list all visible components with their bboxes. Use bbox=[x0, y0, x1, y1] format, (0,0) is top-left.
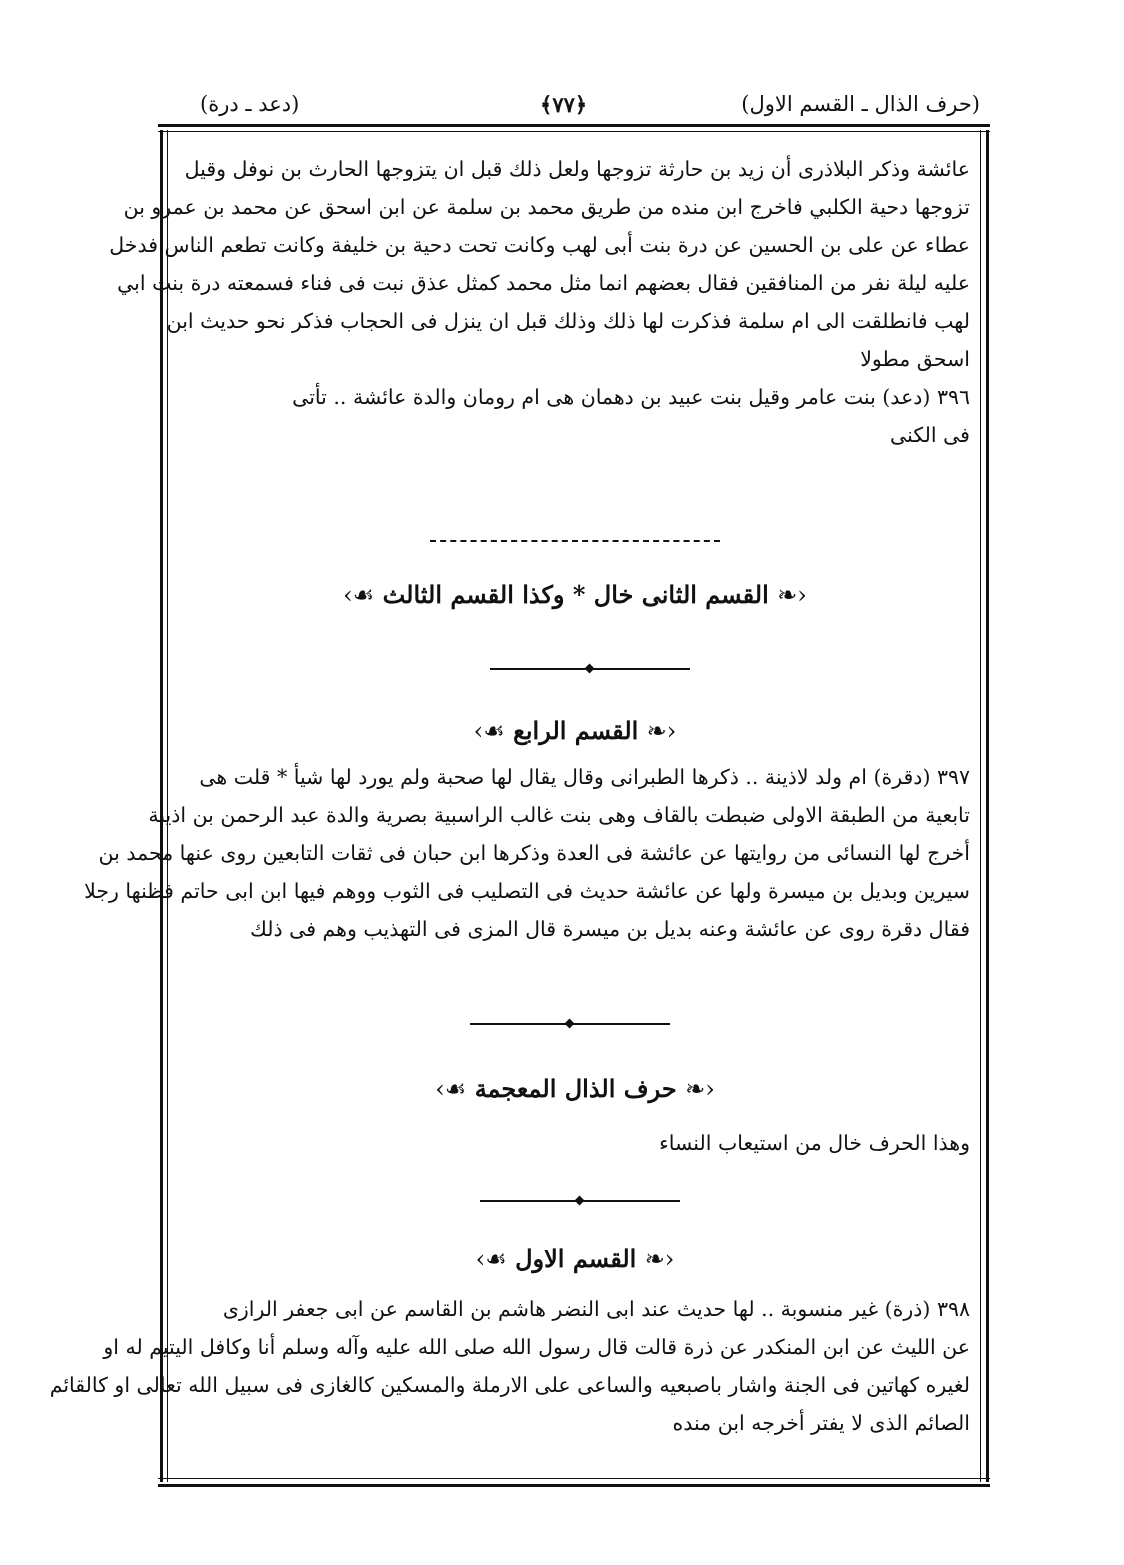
frame-bottom-rule-thick bbox=[158, 1484, 990, 1487]
frame-bottom-rule-thin bbox=[158, 1478, 990, 1479]
section-separator bbox=[480, 1196, 680, 1206]
letter-heading-dhal bbox=[180, 1074, 970, 1103]
text-line: ٣٩٦ (دعد) بنت عامر وقيل بنت عبيد بن دهمان هى ام رومان والدة عائشة .. تأتى bbox=[292, 385, 970, 409]
text-line: لهب فانطلقت الى ام سلمة فذكرت لها ذلك وذلك قبل ان ينزل فى الحجاب فذكر نحو حديث ابن bbox=[166, 309, 970, 333]
page-number: ﴿٧٧﴾ bbox=[540, 92, 588, 117]
ornament-left-icon: ‹❧ bbox=[777, 581, 807, 609]
text-line: سيرين وبديل بن ميسرة ولها عن عائشة حديث فى التصليب فى الثوب ووهم فيها ابن ابى حاتم فظنها رجلا bbox=[84, 879, 970, 903]
section-separator bbox=[490, 664, 690, 674]
section-heading-text: حرف الذال المعجمة bbox=[474, 1074, 677, 1103]
section-heading-2-3 bbox=[180, 580, 970, 609]
text-block-4 bbox=[49, 1290, 970, 1442]
ornament-right-icon: ☙› bbox=[435, 1075, 467, 1103]
text-line: ٣٩٨ (ذرة) غير منسوبة .. لها حديث عند ابى النضر هاشم بن القاسم عن ابى جعفر الرازى bbox=[222, 1297, 970, 1321]
text-line: الصائم الذى لا يفتر أخرجه ابن منده bbox=[672, 1411, 970, 1435]
ornament-left-icon: ‹❧ bbox=[644, 1245, 675, 1273]
section-heading-1 bbox=[180, 1244, 970, 1273]
frame-top-rule-thick bbox=[158, 124, 990, 127]
text-line: تزوجها دحية الكلبي فاخرج ابن منده من طريق محمد بن سلمة عن ابن اسحق عن محمد بن عمرو بن bbox=[123, 195, 970, 219]
text-line: اسحق مطولا bbox=[860, 347, 970, 371]
ornament-left-icon: ‹❧ bbox=[685, 1075, 715, 1103]
section-heading-text: القسم الرابع bbox=[513, 716, 639, 745]
section-separator bbox=[430, 536, 720, 546]
running-header bbox=[160, 92, 980, 126]
text-line: فى الكنى bbox=[890, 423, 970, 447]
ornament-right-icon: ☙› bbox=[343, 581, 375, 609]
text-line: فقال دقرة روى عن عائشة وعنه بديل بن ميسرة قال المزى فى التهذيب وهم فى ذلك bbox=[249, 917, 970, 941]
text-line: عليه ليلة نفر من المنافقين فقال بعضهم انما مثل محمد كمثل عذق نبت فى فناء فسمعته درة بنت ابي bbox=[117, 271, 970, 295]
text-line: عائشة وذكر البلاذرى أن زيد بن حارثة تزوجها ولعل ذلك قبل ان يتزوجها الحارث بن نوفل وقيل bbox=[184, 157, 970, 181]
text-line: تابعية من الطبقة الاولى ضبطت بالقاف وهى بنت غالب الراسبية بصرية والدة عبد الرحمن بن اذينة bbox=[148, 803, 970, 827]
frame-top-rule-thin bbox=[158, 131, 990, 132]
ornament-left-icon: ‹❧ bbox=[646, 717, 677, 745]
section-heading-text: القسم الاول bbox=[515, 1244, 637, 1273]
ornament-right-icon: ☙› bbox=[473, 717, 505, 745]
text-line: أخرج لها النسائى من روايتها عن عائشة فى العدة وذكرها ابن حبان فى ثقات التابعين روى عنها محمد بن bbox=[98, 841, 970, 865]
section-separator bbox=[470, 1019, 670, 1029]
frame-right-rule-thick bbox=[986, 130, 989, 1482]
section-heading-text: القسم الثانى خال * وكذا القسم الثالث bbox=[382, 580, 769, 609]
section-heading-4 bbox=[180, 716, 970, 745]
text-block-1 bbox=[109, 150, 970, 454]
ornament-right-icon: ☙› bbox=[475, 1245, 507, 1273]
text-line: عطاء عن على بن الحسين عن درة بنت أبى لهب وكانت تحت دحية بن خليفة وكانت تطعم الناس فدخل bbox=[109, 233, 970, 257]
frame-right-rule-thin bbox=[980, 130, 981, 1482]
text-line: ٣٩٧ (دقرة) ام ولد لاذينة .. ذكرها الطبرانى وقال يقال لها صحبة ولم يورد لها شيأ * قلت هى bbox=[199, 765, 970, 789]
text-line: عن الليث عن ابن المنكدر عن ذرة قالت قال رسول الله صلى الله عليه وآله وسلم أنا وكافل اليتيم له او bbox=[103, 1335, 970, 1359]
text-line: وهذا الحرف خال من استيعاب النساء bbox=[659, 1131, 970, 1155]
text-block-2 bbox=[84, 758, 970, 948]
text-block-3 bbox=[180, 1124, 970, 1162]
header-section-title: (حرف الذال ـ القسم الاول) bbox=[741, 92, 980, 116]
text-line: لغيره كهاتين فى الجنة واشار باصبعيه والساعى على الارملة والمسكين كالغازى فى سبيل الله تعالى او كالقائم bbox=[49, 1373, 970, 1397]
header-entry-range: (دعد ـ درة) bbox=[200, 92, 300, 116]
